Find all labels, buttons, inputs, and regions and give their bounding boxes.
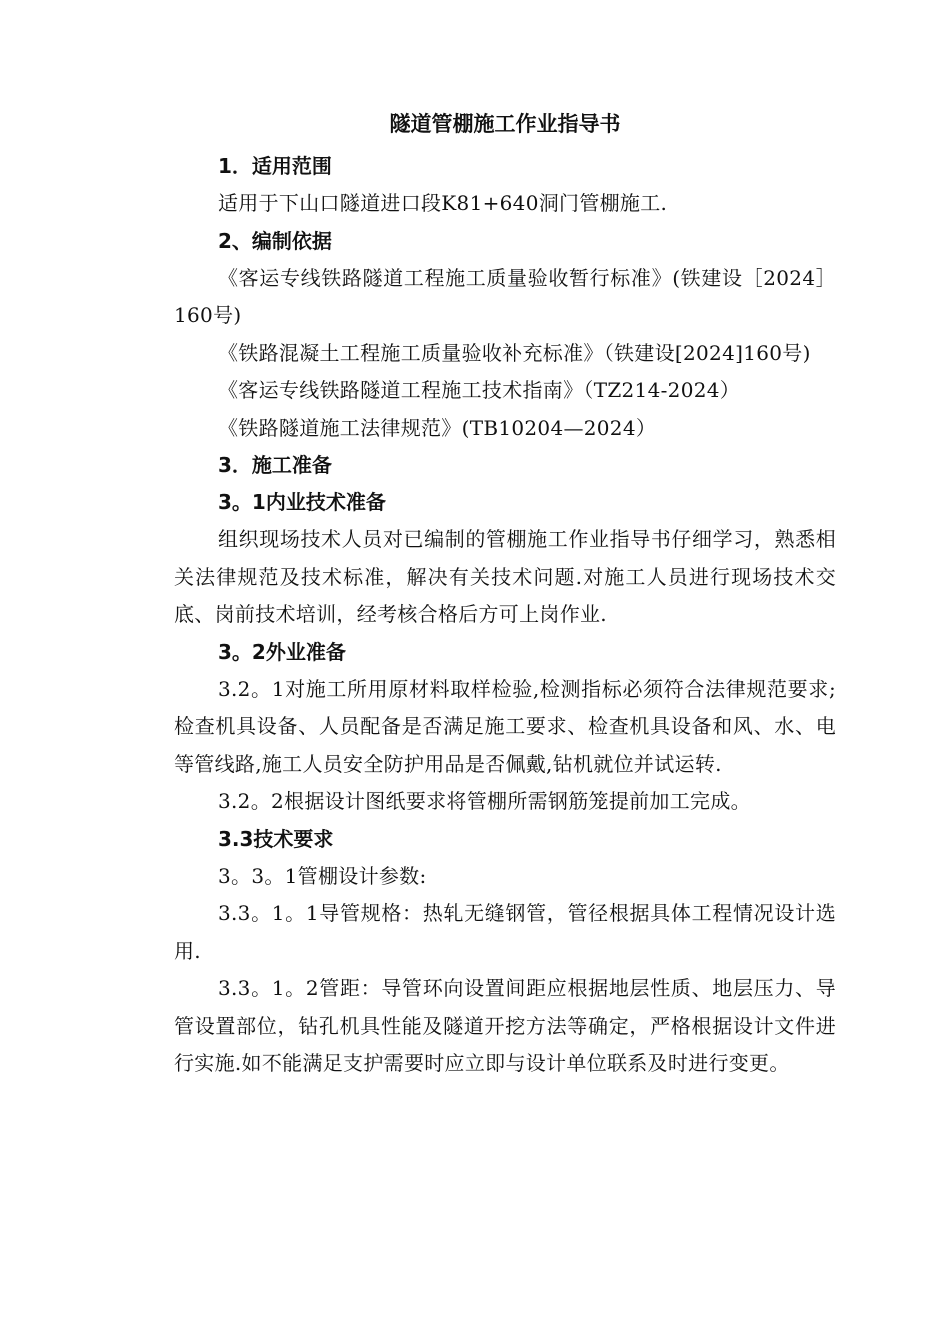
clause-3-3-1: 3。3。1管棚设计参数: xyxy=(218,863,427,888)
section-1-text: 适用于下山口隧道进口段K81+640洞门管棚施工. xyxy=(218,191,668,215)
reference-item: 《客运专线铁路隧道工程施工技术指南》（TZ214-2024） xyxy=(218,378,741,402)
document-title: 隧道管棚施工作业指导书 xyxy=(389,112,621,136)
reference-item: 《铁路隧道施工法律规范》(TB10204—2024） xyxy=(218,415,657,440)
subsection-3-1-heading: 3。1内业技术准备 xyxy=(218,490,386,514)
clause-3-2-1: 3.2。1对施工所用原材料取样检验,检测指标必须符合法律规范要求;检查机具设备、人员配备是否满足施工要求、检查机具设备和风、水、电等管线路,施工人员安全防护用品是否佩戴,钻机就位并试运转. xyxy=(174,676,836,776)
subsection-3-1-text: 组织现场技术人员对已编制的管棚施工作业指导书仔细学习，熟悉相关法律规范及技术标准，解决有关技术问题.对施工人员进行现场技术交底、岗前技术培训，经考核合格后方可上岗作业. xyxy=(174,527,836,626)
section-1-heading: 1．适用范围 xyxy=(218,154,332,178)
document-body xyxy=(174,112,836,1083)
section-3-heading: 3．施工准备 xyxy=(218,453,332,477)
subsection-3-2-heading: 3。2外业准备 xyxy=(218,639,346,664)
clause-3-3-1-2: 3.3。1。2管距：导管环向设置间距应根据地层性质、地层压力、导管设置部位，钻孔机具性能及隧道开挖方法等确定，严格根据设计文件进行实施.如不能满足支护需要时应立即与设计单位联系及时进行变更。 xyxy=(174,976,836,1075)
clause-3-3-1-1: 3.3。1。1导管规格：热轧无缝钢管，管径根据具体工程情况设计选用. xyxy=(174,901,836,963)
subsection-3-3-heading: 3.3技术要求 xyxy=(218,826,334,851)
section-2-heading: 2、编制依据 xyxy=(218,228,332,253)
clause-3-2-2: 3.2。2根据设计图纸要求将管棚所需钢筋笼提前加工完成。 xyxy=(218,789,751,813)
reference-item: 《客运专线铁路隧道工程施工质量验收暂行标准》(铁建设［2024］160号) xyxy=(174,265,836,327)
reference-item: 《铁路混凝土工程施工质量验收补充标准》（铁建设[2024]160号) xyxy=(218,340,811,365)
